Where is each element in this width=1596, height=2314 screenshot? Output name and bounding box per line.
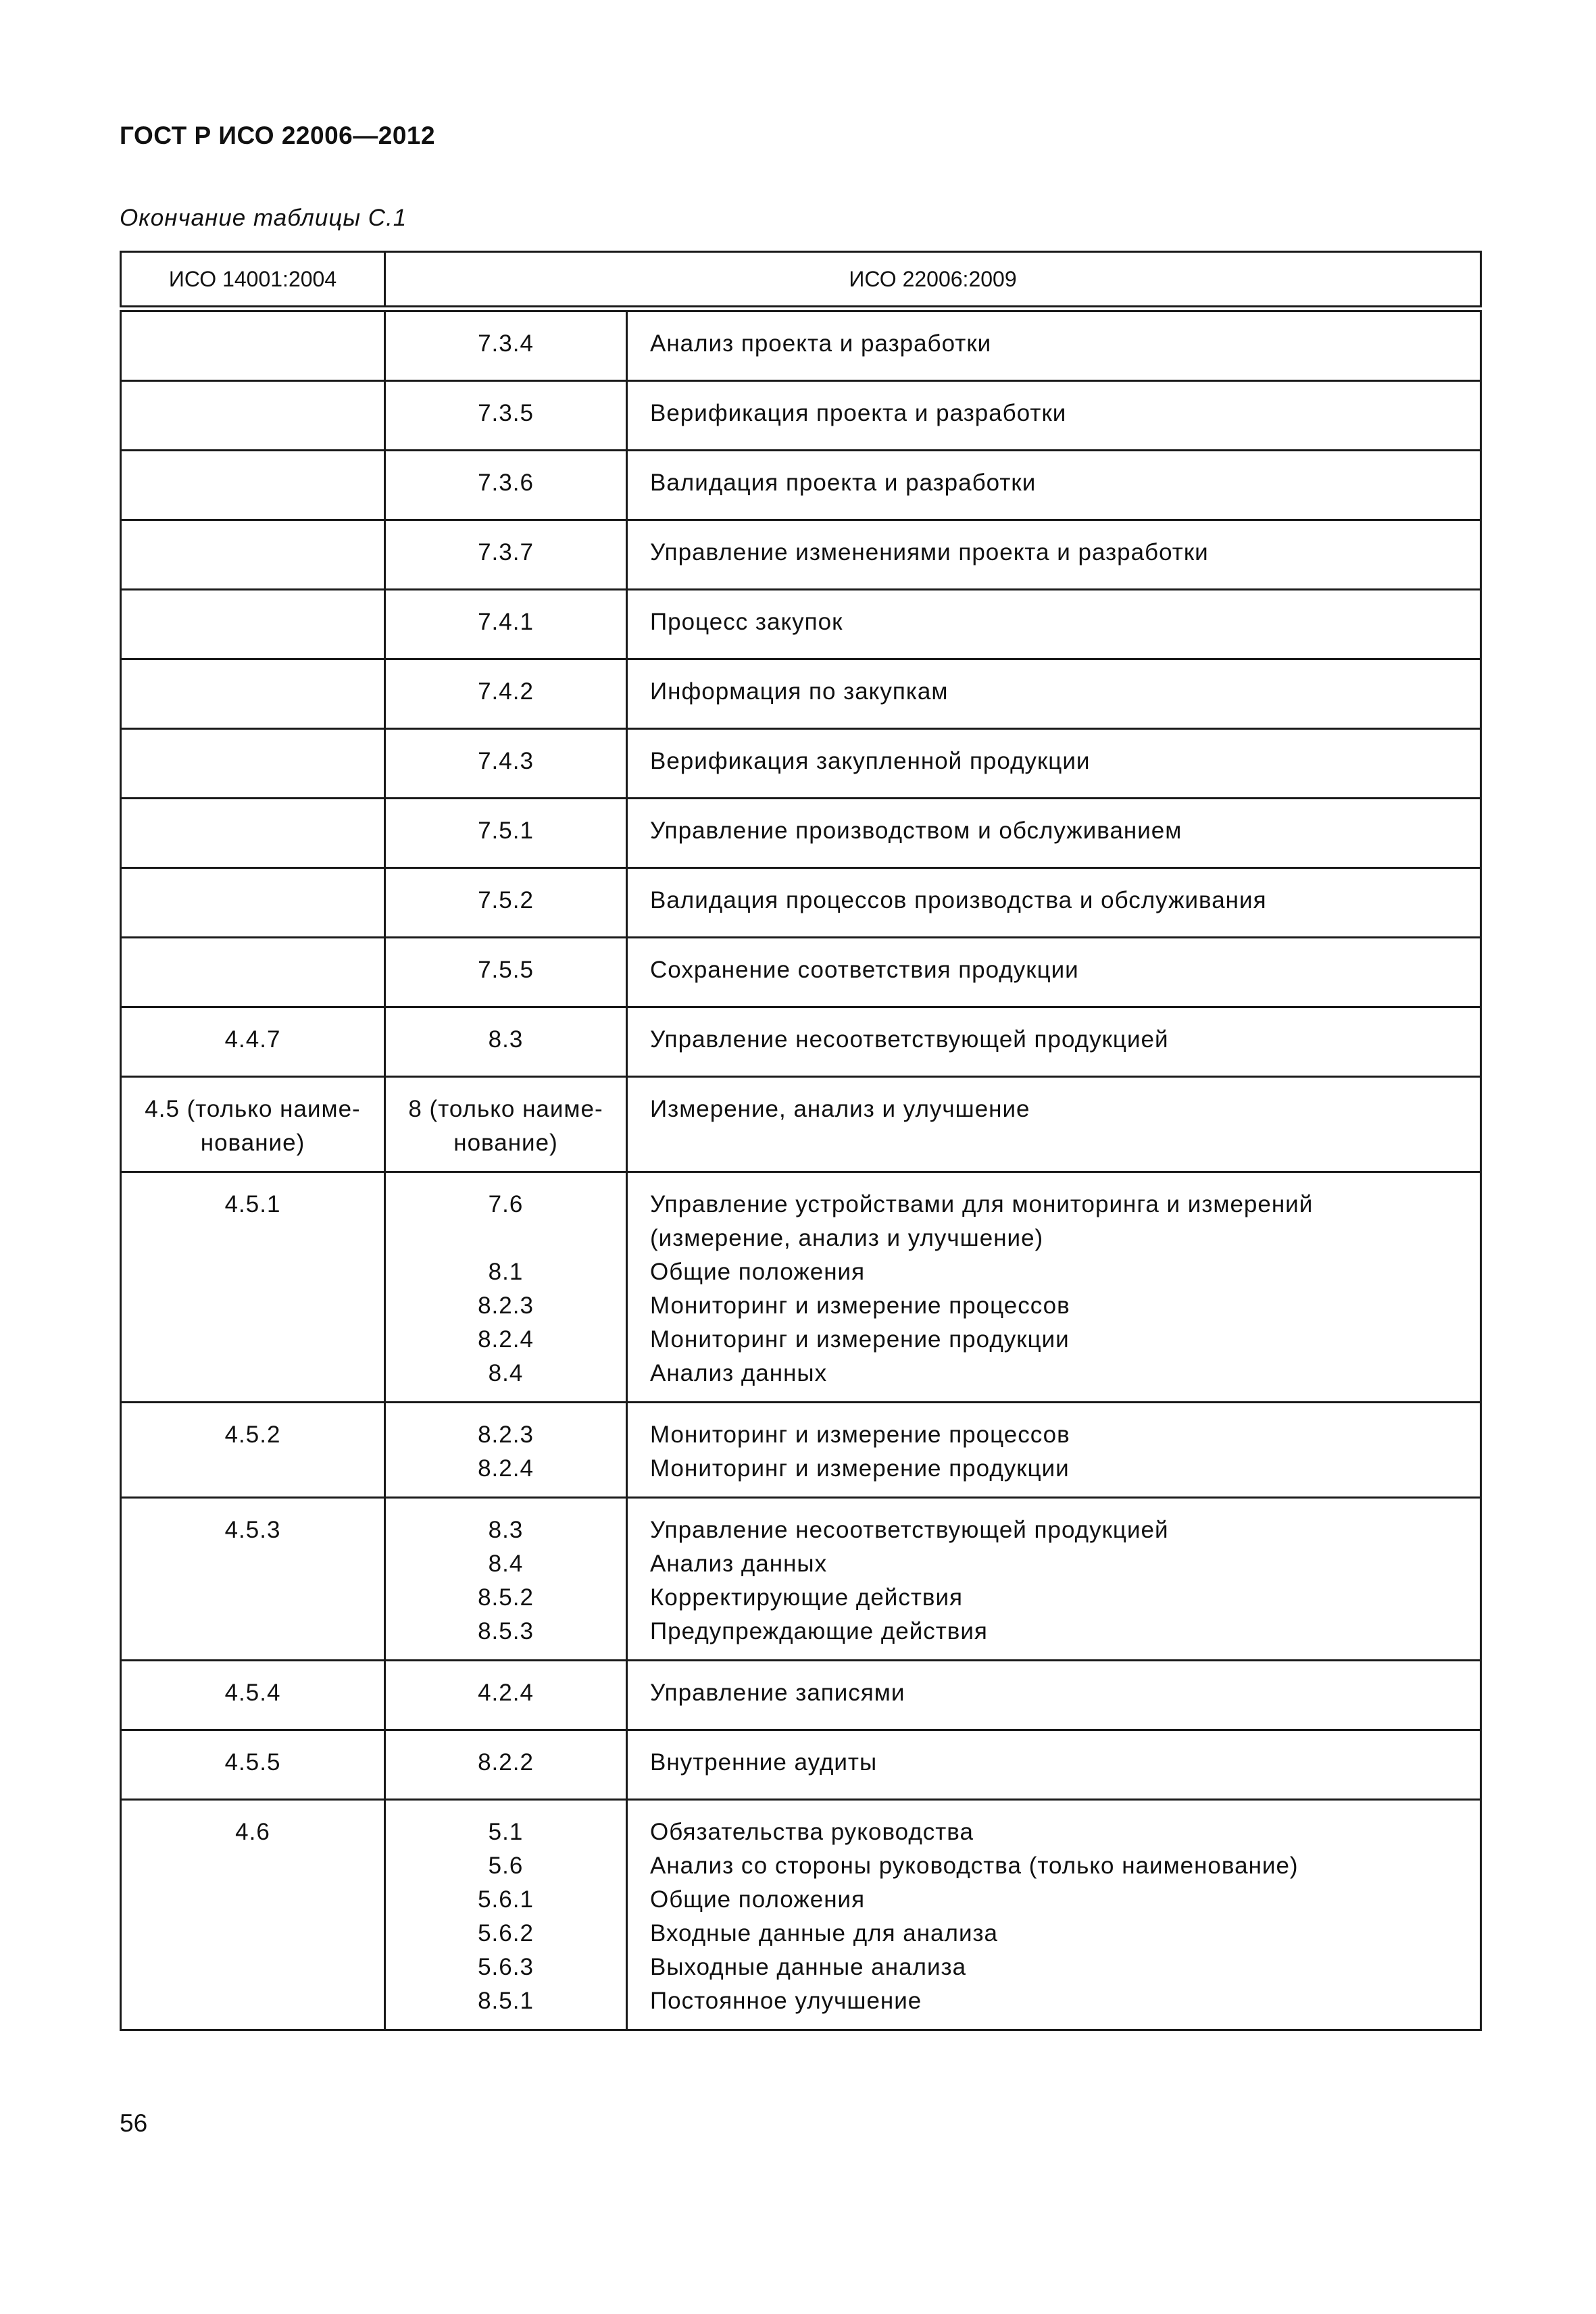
cell-iso22006 (385, 1661, 627, 1730)
cell-line: Общие положения (650, 1886, 866, 1913)
cell-line: 7.5.2 (478, 887, 534, 913)
cell-section-title (627, 1498, 1481, 1661)
cell-line: Внутренние аудиты (650, 1749, 878, 1776)
correspondence-table (120, 251, 1482, 2031)
cell-line: нование) (453, 1130, 558, 1156)
cell-line: 8.2.4 (478, 1455, 534, 1482)
table-row (121, 381, 1481, 451)
cell-iso14001 (121, 590, 385, 659)
cell-line: Мониторинг и измерение процессов (650, 1422, 1070, 1448)
cell-section-title (627, 1730, 1481, 1800)
cell-line: (измерение, анализ и улучшение) (650, 1225, 1044, 1251)
cell-section-title (627, 1007, 1481, 1077)
table-row (121, 1800, 1481, 2030)
cell-line: 5.1 (488, 1819, 524, 1845)
table-row (121, 1661, 1481, 1730)
cell-line: 8.5.2 (478, 1584, 534, 1611)
cell-line: 4.2.4 (478, 1680, 534, 1706)
table-row (121, 1077, 1481, 1172)
cell-line: 7.3.5 (478, 400, 534, 426)
cell-line: 7.6 (488, 1191, 524, 1217)
cell-line: Мониторинг и измерение продукции (650, 1326, 1070, 1353)
cell-iso22006 (385, 1007, 627, 1077)
cell-line: 8.4 (488, 1551, 524, 1577)
cell-section-title (627, 381, 1481, 451)
cell-line: Управление устройствами для мониторинга и измерений (650, 1191, 1314, 1217)
table-row (121, 520, 1481, 590)
table-row (121, 868, 1481, 938)
cell-iso22006 (385, 1498, 627, 1661)
cell-line: Измерение, анализ и улучшение (650, 1096, 1030, 1122)
cell-line: 4.5.3 (224, 1517, 281, 1543)
table-row (121, 1172, 1481, 1403)
cell-line: Мониторинг и измерение процессов (650, 1292, 1070, 1319)
cell-iso14001 (121, 659, 385, 729)
cell-iso14001 (121, 1800, 385, 2030)
cell-line: Верификация проекта и разработки (650, 400, 1067, 426)
cell-line: 4.5.4 (224, 1680, 281, 1706)
cell-iso14001 (121, 1730, 385, 1800)
cell-section-title (627, 590, 1481, 659)
cell-section-title (627, 868, 1481, 938)
table-row (121, 309, 1481, 381)
cell-line: 8.2.3 (478, 1422, 534, 1448)
cell-section-title (627, 659, 1481, 729)
table-header-row (121, 252, 1481, 309)
cell-line: Верификация закупленной продукции (650, 748, 1091, 774)
cell-line: 5.6 (488, 1853, 524, 1879)
cell-line: 8.2.2 (478, 1749, 534, 1776)
cell-section-title (627, 451, 1481, 520)
cell-iso14001 (121, 1077, 385, 1172)
cell-line: 4.5.5 (224, 1749, 281, 1776)
cell-line: Выходные данные анализа (650, 1954, 967, 1980)
cell-line: Управление изменениями проекта и разработки (650, 539, 1209, 565)
cell-section-title (627, 729, 1481, 799)
cell-line: Входные данные для анализа (650, 1920, 999, 1946)
table-row (121, 938, 1481, 1007)
cell-iso14001 (121, 799, 385, 868)
cell-iso14001 (121, 520, 385, 590)
cell-iso22006 (385, 1077, 627, 1172)
cell-line: 7.3.4 (478, 330, 534, 357)
cell-line: Сохранение соответствия продукции (650, 957, 1079, 983)
cell-line: Корректирующие действия (650, 1584, 963, 1611)
cell-line: Управление несоответствующей продукцией (650, 1517, 1169, 1543)
cell-section-title (627, 1077, 1481, 1172)
cell-line: Информация по закупкам (650, 678, 949, 705)
table-row (121, 1007, 1481, 1077)
cell-line: Анализ данных (650, 1551, 828, 1577)
cell-line: 4.5.1 (224, 1191, 281, 1217)
cell-line: 8 (только наиме- (408, 1096, 603, 1122)
cell-line: Анализ со стороны руководства (только наименование) (650, 1853, 1299, 1879)
cell-line: Управление производством и обслуживанием (650, 818, 1182, 844)
cell-section-title (627, 1172, 1481, 1403)
cell-line: 7.5.5 (478, 957, 534, 983)
cell-line: 8.2.3 (478, 1292, 534, 1319)
cell-line: 7.3.7 (478, 539, 534, 565)
cell-iso22006 (385, 590, 627, 659)
table-row (121, 590, 1481, 659)
cell-line: Анализ данных (650, 1360, 828, 1386)
page-number: 56 (120, 2109, 148, 2137)
cell-iso14001 (121, 1172, 385, 1403)
table-row (121, 799, 1481, 868)
table-row (121, 1403, 1481, 1498)
cell-line: 8.5.1 (478, 1988, 534, 2014)
table-row (121, 451, 1481, 520)
table-body (121, 309, 1481, 2030)
cell-line: Анализ проекта и разработки (650, 330, 992, 357)
table-row (121, 1730, 1481, 1800)
cell-line: 4.6 (235, 1819, 270, 1845)
cell-line: Общие положения (650, 1259, 866, 1285)
document-id: ГОСТ Р ИСО 22006—2012 (120, 122, 436, 149)
cell-iso22006 (385, 520, 627, 590)
cell-line: Управление несоответствующей продукцией (650, 1026, 1169, 1053)
cell-iso22006 (385, 799, 627, 868)
cell-iso14001 (121, 868, 385, 938)
cell-line: 7.4.1 (478, 609, 534, 635)
cell-iso22006 (385, 309, 627, 381)
cell-iso14001 (121, 1403, 385, 1498)
cell-line: 5.6.1 (478, 1886, 534, 1913)
cell-section-title (627, 309, 1481, 381)
cell-line: 4.5.2 (224, 1422, 281, 1448)
cell-iso14001 (121, 729, 385, 799)
table-caption: Окончание таблицы С.1 (120, 205, 407, 231)
cell-iso14001 (121, 938, 385, 1007)
cell-iso22006 (385, 659, 627, 729)
column-header-iso14001: ИСО 14001:2004 (121, 252, 385, 309)
cell-iso14001 (121, 381, 385, 451)
cell-line: 4.5 (только наиме- (145, 1096, 361, 1122)
cell-section-title (627, 799, 1481, 868)
cell-iso22006 (385, 868, 627, 938)
cell-line: 5.6.2 (478, 1920, 534, 1946)
cell-line: 7.4.3 (478, 748, 534, 774)
cell-line: Валидация проекта и разработки (650, 470, 1037, 496)
cell-iso22006 (385, 1800, 627, 2030)
cell-iso22006 (385, 729, 627, 799)
cell-line: 8.5.3 (478, 1618, 534, 1644)
cell-section-title (627, 1661, 1481, 1730)
cell-section-title (627, 938, 1481, 1007)
cell-line: 5.6.3 (478, 1954, 534, 1980)
cell-line: 7.3.6 (478, 470, 534, 496)
cell-line: Управление записями (650, 1680, 905, 1706)
cell-line: Обязательства руководства (650, 1819, 974, 1845)
cell-iso14001 (121, 1498, 385, 1661)
table-row (121, 729, 1481, 799)
cell-line: 8.3 (488, 1026, 524, 1053)
cell-line: Постоянное улучшение (650, 1988, 922, 2014)
cell-iso14001 (121, 1661, 385, 1730)
cell-section-title (627, 520, 1481, 590)
cell-iso14001 (121, 309, 385, 381)
cell-iso22006 (385, 938, 627, 1007)
cell-section-title (627, 1800, 1481, 2030)
cell-iso22006 (385, 1403, 627, 1498)
cell-line: 8.4 (488, 1360, 524, 1386)
cell-line: Процесс закупок (650, 609, 843, 635)
table-row (121, 659, 1481, 729)
cell-iso22006 (385, 1730, 627, 1800)
cell-line: 4.4.7 (224, 1026, 281, 1053)
cell-iso22006 (385, 1172, 627, 1403)
cell-iso22006 (385, 451, 627, 520)
cell-line: 8.1 (488, 1259, 524, 1285)
cell-line: 7.4.2 (478, 678, 534, 705)
cell-line: Предупреждающие действия (650, 1618, 988, 1644)
cell-iso14001 (121, 1007, 385, 1077)
cell-line: нование) (200, 1130, 305, 1156)
cell-line: Валидация процессов производства и обслуживания (650, 887, 1267, 913)
cell-line: 8.2.4 (478, 1326, 534, 1353)
cell-line: 8.3 (488, 1517, 524, 1543)
cell-iso22006 (385, 381, 627, 451)
column-header-iso22006: ИСО 22006:2009 (385, 252, 1481, 309)
cell-line: Мониторинг и измерение продукции (650, 1455, 1070, 1482)
cell-section-title (627, 1403, 1481, 1498)
line-spacer (386, 1222, 626, 1255)
table-row (121, 1498, 1481, 1661)
cell-line: 7.5.1 (478, 818, 534, 844)
cell-iso14001 (121, 451, 385, 520)
